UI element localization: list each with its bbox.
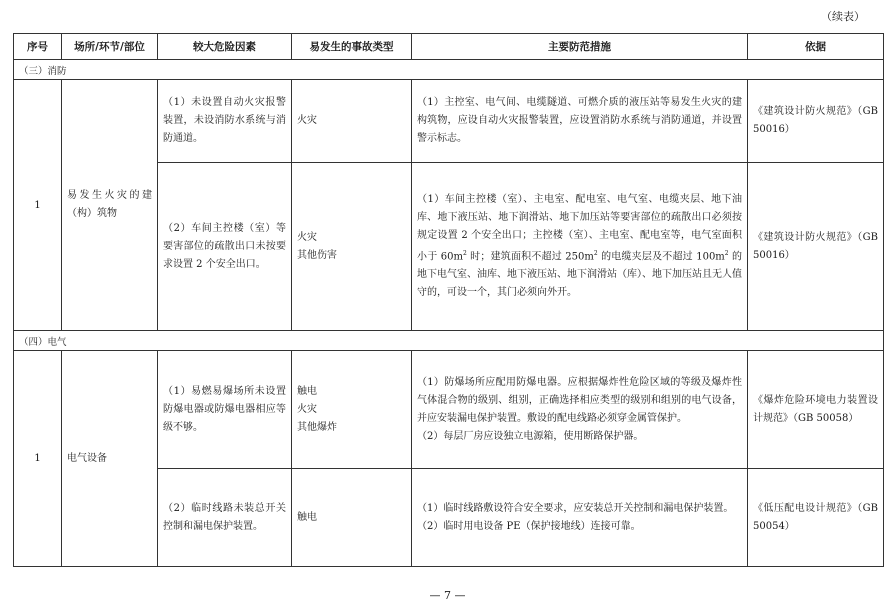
section-row xyxy=(14,60,884,80)
item-number: 1 xyxy=(14,351,62,567)
superscript: 2 xyxy=(724,249,729,257)
accident-type: 其他爆炸 xyxy=(297,421,337,433)
accident-type: 火灾 xyxy=(297,403,317,415)
superscript: 2 xyxy=(593,249,598,257)
location-cell: 易发生火灾的建（构）筑物 xyxy=(62,80,158,331)
accident-type: 触电 xyxy=(297,511,317,523)
section-row xyxy=(14,331,884,351)
header-hazard: 较大危险因素 xyxy=(158,34,292,60)
accident-type: 触电 xyxy=(297,385,317,397)
measure-text: （1）车间主控楼（室）、主电室、配电室、电气室、电缆夹层、地下油库、地下液压站、地下润滑站、地下加压站等要害部位的疏散出口必须按规定设置 2 个安全出口；主控楼（室）、主电室、配电室等，电气室面积小于 60m xyxy=(417,193,742,263)
accident-cell xyxy=(292,351,412,469)
accident-cell xyxy=(292,163,412,331)
hazard-cell: （2）临时线路未装总开关控制和漏电保护装置。 xyxy=(158,469,292,567)
superscript: 2 xyxy=(462,249,467,257)
measure-item: （1）主控室、电气间、电缆隧道、可燃介质的液压站等易发生火灾的建构筑物，应设自动火灾报警装置，应设置消防水系统与消防通道，并设置警示标志。 xyxy=(417,97,742,144)
location-cell: 电气设备 xyxy=(62,351,158,567)
page-number: — 7 — xyxy=(429,589,466,602)
hazard-table xyxy=(13,33,884,567)
item-number: 1 xyxy=(14,80,62,331)
continuation-label: （续表） xyxy=(821,10,865,23)
measures-cell xyxy=(412,351,748,469)
basis-cell: 《爆炸危险环境电力装置设计规范》（GB 50058） xyxy=(748,351,884,469)
header-row xyxy=(14,34,884,60)
section-title: （四）电气 xyxy=(14,331,884,351)
basis-cell: 《低压配电设计规范》（GB 50054） xyxy=(748,469,884,567)
header-no: 序号 xyxy=(14,34,62,60)
measures-cell xyxy=(412,163,748,331)
hazard-cell: （1）易燃易爆场所未设置防爆电器或防爆电器相应等级不够。 xyxy=(158,351,292,469)
accident-type: 火灾 xyxy=(297,231,317,243)
accident-type: 火灾 xyxy=(297,115,317,126)
section-title: （三）消防 xyxy=(14,60,884,80)
accident-cell xyxy=(292,469,412,567)
accident-type: 其他伤害 xyxy=(297,249,337,261)
basis-cell: 《建筑设计防火规范》（GB 50016） xyxy=(748,163,884,331)
accident-cell xyxy=(292,80,412,163)
measure-text: 时；建筑面积不超过 250m xyxy=(466,251,594,263)
header-accident: 易发生的事故类型 xyxy=(292,34,412,60)
table-row xyxy=(14,80,884,163)
measure-text: 的地下电气室、油库、地下液压站、地下润滑站（库）、地下加压站且无人值守的，可设一个，其门必须向外开。 xyxy=(417,251,742,299)
hazard-cell: （2）车间主控楼（室）等要害部位的疏散出口未按要求设置 2 个安全出口。 xyxy=(158,163,292,331)
table-row xyxy=(14,351,884,469)
hazard-cell: （1）未设置自动火灾报警装置，未设消防水系统与消防通道。 xyxy=(158,80,292,163)
measure-item: （2）临时用电设备 PE（保护接地线）连接可靠。 xyxy=(417,520,641,532)
measures-cell xyxy=(412,469,748,567)
measure-item: （1）临时线路敷设符合安全要求，应安装总开关控制和漏电保护装置。 xyxy=(417,502,734,514)
measure-item: （2）每层厂房应设独立电源箱，使用断路保护器。 xyxy=(417,430,644,442)
measure-item: （1）防爆场所应配用防爆电器。应根据爆炸性危险区域的等级及爆炸性气体混合物的级别、组别，正确选择相应类型的级别和组别的电气设备，并应安装漏电保护装置。敷设的配电线路必须穿金属管保护。 xyxy=(417,376,742,424)
header-measures: 主要防范措施 xyxy=(412,34,748,60)
header-location: 场所/环节/部位 xyxy=(62,34,158,60)
measure-text: 的电缆夹层及不超过 100m xyxy=(597,251,725,263)
measures-cell xyxy=(412,80,748,163)
header-basis: 依据 xyxy=(748,34,884,60)
basis-cell: 《建筑设计防火规范》（GB 50016） xyxy=(748,80,884,163)
